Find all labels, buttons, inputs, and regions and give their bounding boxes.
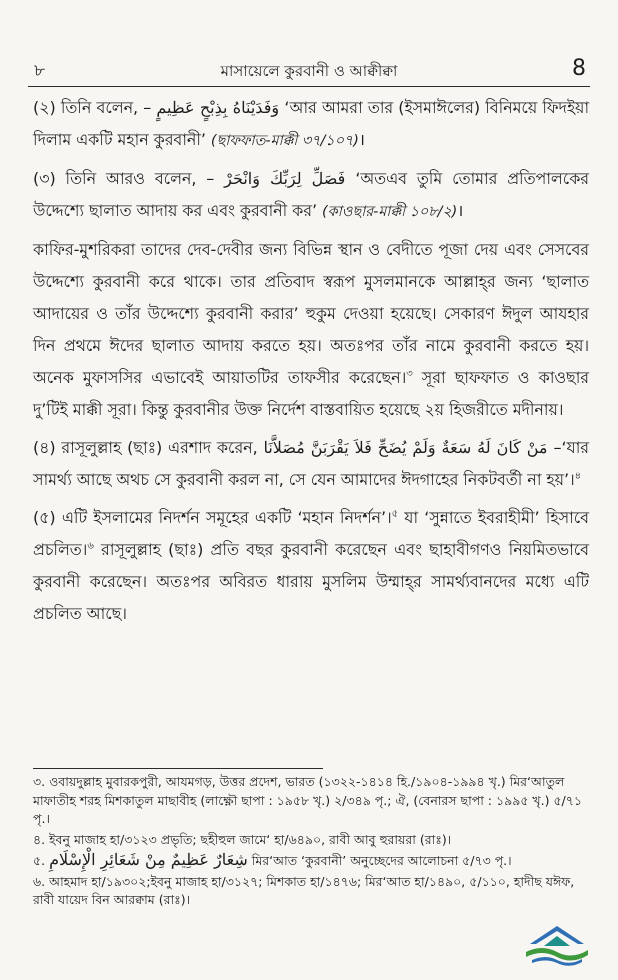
arabic-verse: فَصَلِّ لِرَبِّكَ وَانْحَرْ (224, 169, 346, 188)
logo-wave-green (526, 948, 588, 961)
running-title: মাসায়েলে কুরবানী ও আক্বীক্বা (220, 62, 398, 80)
running-header (28, 56, 590, 87)
footnote-4: ৪. ইবনু মাজাহ হা/৩১২৩ প্রভৃতি; ছহীহুল জামে‘ হা/৬৪৯০, রাবী আবু হুরায়রা (রাঃ)। (33, 831, 452, 847)
translation: –‘যার সামর্থ্য আছে অথচ সে কুরবানী করল না, সে যেন আমাদের ঈদগাহের নিকটবর্তী না হয়’। (33, 438, 589, 489)
footnote-ref: ৬ (87, 540, 94, 552)
arabic-hadith: مَنْ كَانَ لَهُ سَعَةٌ وَلَمْ يُضَحِّ فَلاَ يَقْرَبَنَّ مُصَلاَّنَا (263, 438, 548, 457)
translation: ‘আর আমরা তার (ইসমাঈলের) বিনিময়ে ফিদইয়া দিলাম একটি মহান কুরবানী’ (33, 98, 590, 149)
translation: ‘অতএব তুমি তোমার প্রতিপালকের উদ্দেশ্যে ছালাত আদায় কর এবং কুরবানী কর’ (33, 169, 589, 220)
footnote-text: মির‘আত ‘কুরবানী’ অনুচ্ছেদের আলোচনা ৫/৭৩ পৃ.। (251, 853, 512, 868)
body-text: সূরা ছাফফাত ও কাওছার দু’টিই মাক্কী সূরা। কিন্তু কুরবানীর উক্ত নির্দেশ বাস্তবায়িত হয়েছে ২য় হিজরীতে মদীনায়। (33, 368, 589, 419)
paragraph-2 (33, 92, 589, 157)
body-text: যা ‘সুন্নাতে ইবরাহীমী’ হিসাবে প্রচলিত। (33, 508, 589, 559)
lead-text: তিনি বলেন, – (60, 98, 152, 117)
footnote-ref: ৪ (574, 470, 581, 482)
item-number: (৪) (33, 438, 56, 457)
body-text: কাফির-মুশরিকরা তাদের দেব-দেবীর জন্য বিভিন্ন স্থান ও বেদীতে পূজা দেয় এবং সেসবের উদ্দেশ্যে কুরবানী করে থাকে। তার প্রতিবাদ স্বরূপ মুসলমানকে আল্লাহ্‌র জন্য ‘ছালাত আদায়ের ও তাঁর উদ্দেশ্যে কুরবানী করার’ হুকুম দেওয়া হয়েছে। সেকারণ ঈদুল আযহার দিন প্রথমে ঈদের ছালাত আদায় করতে হয়। অতঃপর তাঁর নামে কুরবানী করতে হয়। অনেক মুফাসসির এভাবেই আয়াতটির তাফসীর করেছেন। (33, 240, 589, 387)
logo-inner-roof (544, 936, 570, 946)
paragraph-5 (33, 502, 589, 630)
publisher-logo-icon (522, 922, 592, 966)
paragraph-explanation (33, 234, 589, 426)
arabic-verse: وَفَدَيْنَاهُ بِذِبْحٍ عَظِيمٍ (156, 98, 280, 117)
source-reference: (কাওছার-মাক্কী ১০৮/২) (321, 204, 458, 220)
item-number: (৫) (33, 508, 56, 527)
source-reference: (ছাফফাত-মাক্কী ৩৭/১০৭) (210, 133, 359, 149)
lead-text: রাসূলুল্লাহ (ছাঃ) এরশাদ করেন, (61, 438, 258, 457)
footnote-ref: ৫ (391, 508, 399, 520)
item-number: (৩) (33, 169, 56, 188)
lead-text: তিনি আরও বলেন, – (65, 169, 215, 188)
footnotes (33, 773, 589, 912)
paragraph-4 (33, 432, 589, 496)
footnote-arabic: شِعَارٌ عَظِيمٌ مِنْ شَعَائِرِ الْإِسْلَامِ (49, 850, 248, 869)
footnote-number: ৫. (33, 853, 46, 868)
body-text: রাসূলুল্লাহ (ছাঃ) প্রতি বছর কুরবানী করেছেন এবং ছাহাবীগণও নিয়মিতভাবে কুরবানী করেছেন। অতঃপর অবিরত ধারায় মুসলিম উম্মাহ্‌র সামর্থ্যবানদের মধ্যে এটি প্রচলিত আছে। (33, 540, 589, 623)
page-number-right: 8 (572, 56, 586, 81)
footnote-5 (33, 851, 589, 871)
footnote-3: ৩. ওবায়দুল্লাহ মুবারকপুরী, আযমগড়, উত্তর প্রদেশ, ভারত (১৩২২-১৪১৪ হি./১৯০৪-১৯৯৪ খৃ.) মির‘আতুল মাফাতীহ শরহ মিশকাতুল মাছাবীহ (লাক্ষ্ণৌ ছাপা : ১৯৫৮ খৃ.) ২/৩৪৯ পৃ.; ঐ, (বেনারস ছাপা : ১৯৯৫ খৃ.) ৫/৭১ পৃ.। (33, 774, 583, 826)
footnote-divider (33, 768, 323, 769)
footnote-ref: ৩ (406, 368, 413, 380)
body-text: এটি ইসলামের নিদর্শন সমূহের একটি ‘মহান নিদর্শন’। (61, 508, 392, 527)
footnote-6: ৬. আহমাদ হা/১৯৩০২;ইবনু মাজাহ হা/৩১২৭; মিশকাত হা/১৪৭৬; মির‘আত হা/১৪৯০, ৫/১১০, হাদীছ যঈফ, রাবী যায়েদ বিন আরক্বাম (রাঃ)। (33, 873, 575, 907)
paragraph-3 (33, 163, 589, 228)
sentence-end: । (457, 201, 464, 220)
item-number: (২) (33, 98, 56, 117)
sentence-end: । (358, 130, 365, 149)
page-number-left: ৮ (34, 61, 46, 81)
main-text (33, 92, 589, 636)
